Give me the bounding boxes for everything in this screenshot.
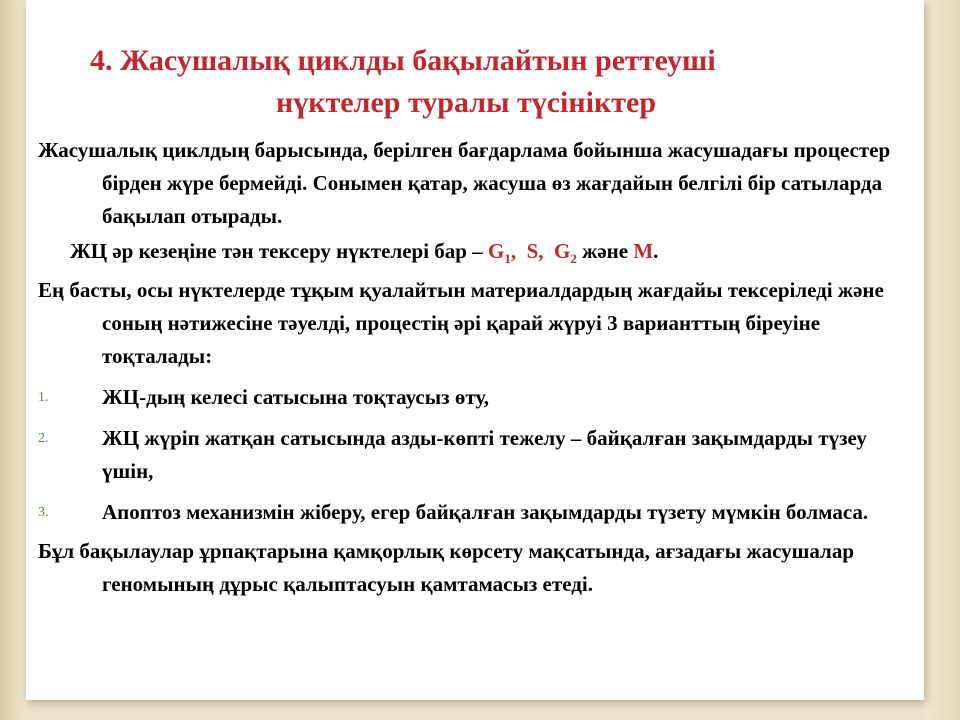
checkpoint-m: M bbox=[633, 239, 654, 263]
checkpoints-prefix: ЖЦ әр кезеңіне тән тексеру нүктелері бар – bbox=[70, 239, 488, 263]
list-item bbox=[38, 496, 918, 529]
checkpoint-s: S, bbox=[526, 239, 544, 263]
list-number: 1. bbox=[38, 390, 49, 405]
list-number: 3. bbox=[38, 505, 49, 520]
checkpoints-end: . bbox=[653, 239, 659, 263]
slide-body bbox=[38, 134, 918, 601]
paragraph-conclusion: Бұл бақылаулар ұрпақтарына қамқорлық көрсету мақсатында, ағзадағы жасушалар геномының дұрыс қалыптасуын қамтамасыз етеді. bbox=[38, 539, 854, 596]
list-text: ЖЦ-дың келесі сатысына тоқтаусыз өту, bbox=[102, 385, 490, 409]
checkpoints-and: және bbox=[576, 239, 634, 263]
title-line-2: нүктелер туралы түсініктер bbox=[276, 86, 657, 119]
paragraph-intro: Жасушалық циклдың барысында, берілген бағдарлама бойынша жасушадағы процестер бірден жүре бермейді. Сонымен қатар, жасуша өз жағдайын белгілі бір сатыларда бақылап отырады. bbox=[38, 138, 891, 228]
background-right-edge bbox=[924, 0, 960, 720]
checkpoint-g1: $G_1$, bbox=[488, 239, 517, 266]
title-line-1: 4. Жасушалық циклды бақылайтын реттеуші bbox=[90, 44, 716, 77]
slide bbox=[26, 0, 924, 700]
paragraph-main: Ең басты, осы нүктелерде тұқым қуалайтын материалдардың жағдайы тексеріледі және соның нәтижесіне тәуелді, процестің әрі қарай жүруі 3 варианттың біреуіне тоқталады: bbox=[38, 278, 884, 368]
list-item bbox=[38, 381, 918, 414]
background-left-edge bbox=[0, 0, 26, 720]
list-item bbox=[38, 422, 918, 488]
list-number: 2. bbox=[38, 431, 49, 446]
list-text: ЖЦ жүріп жатқан сатысында азды-көпті тежелу – байқалған зақымдарды түзеу үшін, bbox=[102, 426, 867, 483]
checkpoints-line bbox=[38, 235, 918, 270]
checkpoint-g2: $G_2$ bbox=[554, 239, 577, 266]
list-text: Апоптоз механизмін жіберу, егер байқалған зақымдарды түзету мүмкін болмаса. bbox=[102, 500, 869, 524]
